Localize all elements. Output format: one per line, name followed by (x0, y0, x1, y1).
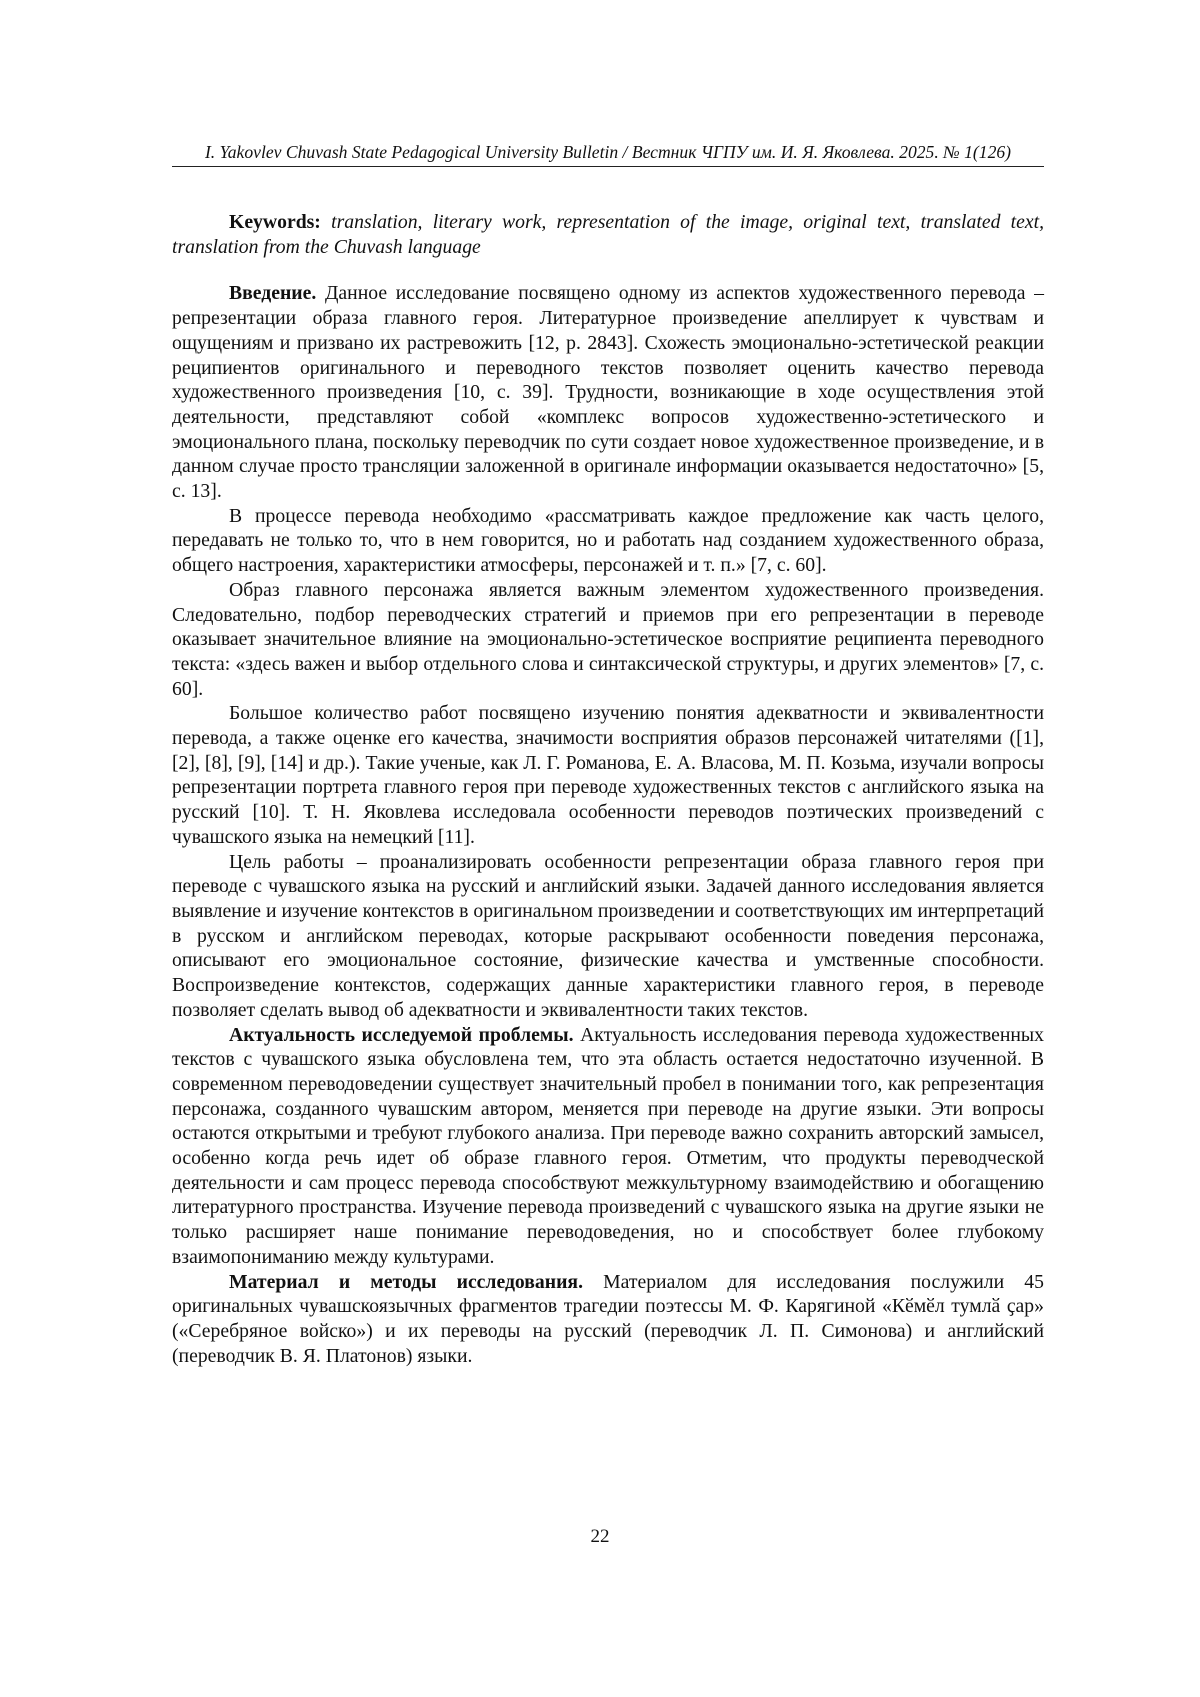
paragraph-materials (172, 1270, 1044, 1369)
paragraph-text: Большое количество работ посвящено изучению понятия адекватности и эквивалентности перевода, а также оценке его качества, значимости восприятия образов персонажей читателями ([1], [2], [8], [9], [14] и др.). Такие ученые, как Л. Г. Романова, Е. А. Власова, М. П. Козьма, изучали вопросы репрезентации портрета главного героя при переводе художественных текстов с английского языка на русский [10]. Т. Н. Яковлева исследовала особенности переводов поэтических произведений с чувашского языка на немецкий [11]. (172, 702, 1044, 848)
paragraph-text: Материалом для исследования послужили 45 оригинальных чувашскоязычных фрагментов трагедии поэтессы М. Ф. Карягиной «Кӗмӗл тумлӑ ҫар» («Серебряное войско») и их переводы на русский (переводчик Л. П. Симонова) и английский (переводчик В. Я. Платонов) языки. (172, 1270, 1044, 1367)
keywords (172, 210, 1044, 259)
paragraph-text: Данное исследование посвящено одному из аспектов художественного перевода – репрезентации образа главного героя. Литературное произведение апеллирует к чувствам и ощущениям и призвано их растревожить [12, p. 2843]. Схожесть эмоционально-эстетической реакции реципиентов оригинального и переводного текстов позволяет оценить качество перевода художественного произведения [10, с. 39]. Трудности, возникающие в ходе осуществления этой деятельности, представляют собой «комплекс вопросов художественно-эстетического и эмоционального плана, поскольку переводчик по сути создает новое художественное произведение, и в данном случае просто трансляции заложенной в оригинале информации оказывается недостаточно» [5, с. 13]. (172, 282, 1044, 503)
paragraph-text: Образ главного персонажа является важным элементом художественного произведения. Следовательно, подбор переводческих стратегий и приемов при его репрезентации в переводе оказывает значительное влияние на эмоционально-эстетическое восприятие реципиента переводного текста: «здесь важен и выбор отдельного слова и синтаксической структуры, и других элементов» [7, с. 60]. (172, 578, 1044, 700)
paragraph-relevance (172, 1023, 1044, 1270)
paragraph-text: Цель работы – проанализировать особенности репрезентации образа главного героя при переводе с чувашского языка на русский и английский языки. Задачей данного исследования является выявление и изучение контекстов в оригинальном произведении и соответствующих им интерпретаций в русском и английском переводах, которые раскрывают особенности поведения персонажа, описывают его эмоциональное состояние, физические качества и умственные способности. Воспроизведение контекстов, содержащих данные характеристики главного героя, в переводе позволяет сделать вывод об адекватности и эквивалентности таких текстов. (172, 850, 1044, 1021)
paragraph (172, 701, 1044, 849)
paragraph-introduction (172, 281, 1044, 503)
section-heading-introduction: Введение. (229, 282, 317, 305)
header-rule (172, 166, 1044, 167)
paragraph (172, 504, 1044, 578)
paragraph (172, 578, 1044, 702)
article-body (172, 210, 1044, 1368)
keywords-label: Keywords: (229, 211, 321, 233)
running-head: I. Yakovlev Chuvash State Pedagogical University Bulletin / Вестник ЧГПУ им. И. Я. Яковлева. 2025. № 1(126) (204, 142, 1012, 162)
section-heading-relevance: Актуальность исследуемой проблемы. (229, 1023, 574, 1046)
section-heading-materials: Материал и методы исследования. (229, 1270, 583, 1293)
paragraph (172, 850, 1044, 1023)
page-number: 22 (590, 1526, 610, 1547)
keywords-list: translation, literary work, representation of the image, original text, translated text, translation from the Chuvash language (172, 211, 1044, 258)
paragraph-text: В процессе перевода необходимо «рассматривать каждое предложение как часть целого, передавать не только то, что в нем говорится, но и работать над созданием художественного образа, общего настроения, характеристики атмосферы, персонажей и т. п.» [7, с. 60]. (172, 504, 1044, 577)
paragraph-text: Актуальность исследования перевода художественных текстов с чувашского языка обусловлена тем, что эта область остается недостаточно изученной. В современном переводоведении существует значительный пробел в понимании того, как репрезентация персонажа, созданного чувашским автором, меняется при переводе на другие языки. Эти вопросы остаются открытыми и требуют глубокого анализа. При переводе важно сохранить авторский замысел, особенно когда речь идет об образе главного героя. Отметим, что продукты переводческой деятельности и сам процесс перевода способствуют межкультурному взаимодействию и обогащению литературного пространства. Изучение перевода произведений с чувашского языка на другие языки не только расширяет наше понимание переводоведения, но и способствует более глубокому взаимопониманию между культурами. (172, 1023, 1045, 1268)
